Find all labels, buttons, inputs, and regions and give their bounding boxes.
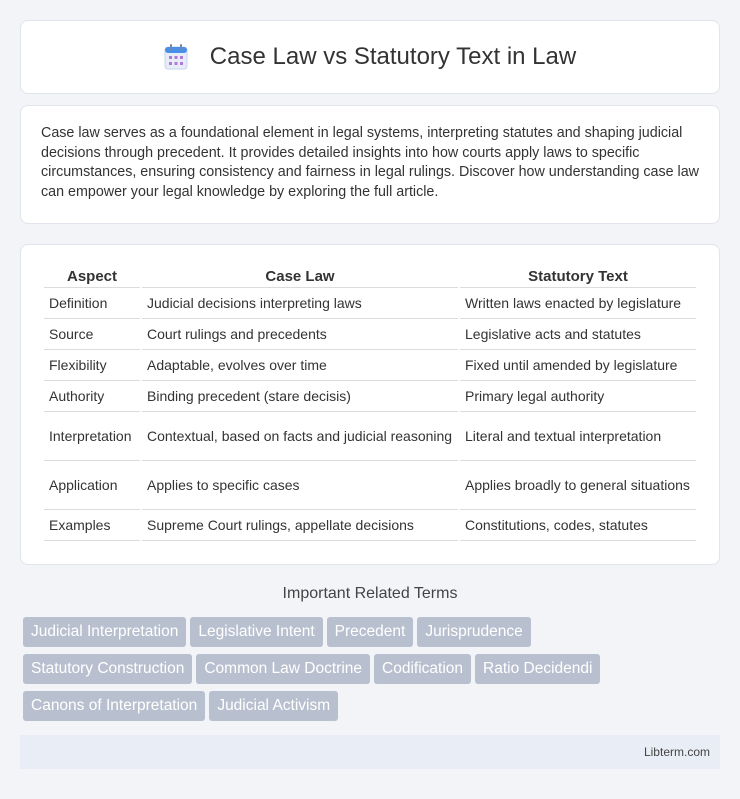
- table-row: [44, 510, 696, 541]
- table-cell: Court rulings and precedents: [142, 319, 458, 350]
- table-cell: Written laws enacted by legislature: [460, 288, 696, 319]
- table-row: [44, 381, 696, 412]
- table-cell: Flexibility: [44, 350, 140, 381]
- table-cell: Binding precedent (stare decisis): [142, 381, 458, 412]
- table-cell: Adaptable, evolves over time: [142, 350, 458, 381]
- related-term-tag[interactable]: Judicial Interpretation: [23, 617, 186, 647]
- intro-card: [20, 105, 720, 224]
- table-cell: Judicial decisions interpreting laws: [142, 288, 458, 319]
- column-header: Aspect: [44, 263, 140, 288]
- table-cell: Source: [44, 319, 140, 350]
- intro-text: Case law serves as a foundational element in legal systems, interpreting statutes and shaping judicial decisions through precedent. It provides detailed insights into how courts apply laws to specific circumstances, ensuring consistency and fairness in legal rulings. Discover how understanding case law can empower your legal knowledge by exploring the full article.: [41, 125, 699, 200]
- table-cell: Definition: [44, 288, 140, 319]
- table-row: [44, 319, 696, 350]
- table-cell: Interpretation: [44, 412, 140, 461]
- table-cell: Fixed until amended by legislature: [460, 350, 696, 381]
- table-cell: Examples: [44, 510, 140, 541]
- table-cell: Authority: [44, 381, 140, 412]
- column-header: Case Law: [142, 263, 458, 288]
- table-row: [44, 350, 696, 381]
- table-cell: Supreme Court rulings, appellate decisions: [142, 510, 458, 541]
- related-term-tag[interactable]: Ratio Decidendi: [475, 654, 600, 684]
- related-term-tag[interactable]: Jurisprudence: [417, 617, 530, 647]
- table-row: [44, 288, 696, 319]
- page-title: Case Law vs Statutory Text in Law: [209, 43, 577, 70]
- footer-site-link[interactable]: Libterm.com: [643, 745, 710, 759]
- table-cell: Constitutions, codes, statutes: [460, 510, 696, 541]
- related-terms-list: [23, 617, 723, 728]
- table-cell: Applies to specific cases: [142, 461, 458, 510]
- related-term-tag[interactable]: Statutory Construction: [23, 654, 192, 684]
- table-cell: Legislative acts and statutes: [460, 319, 696, 350]
- column-header: Statutory Text: [460, 263, 696, 288]
- related-terms-title: Important Related Terms: [282, 585, 458, 602]
- table-row: [44, 461, 696, 510]
- related-term-tag[interactable]: Judicial Activism: [209, 691, 338, 721]
- header-card: [20, 20, 720, 94]
- table-cell: Applies broadly to general situations: [460, 461, 696, 510]
- table-cell: Primary legal authority: [460, 381, 696, 412]
- table-cell: Literal and textual interpretation: [460, 412, 696, 461]
- table-row: [44, 412, 696, 461]
- table-cell: Contextual, based on facts and judicial reasoning: [142, 412, 458, 461]
- related-term-tag[interactable]: Legislative Intent: [190, 617, 322, 647]
- comparison-table: [42, 263, 698, 541]
- footer: [20, 735, 720, 769]
- related-term-tag[interactable]: Canons of Interpretation: [23, 691, 205, 721]
- related-term-tag[interactable]: Precedent: [327, 617, 414, 647]
- table-header-row: [44, 263, 696, 288]
- related-term-tag[interactable]: Common Law Doctrine: [196, 654, 370, 684]
- related-term-tag[interactable]: Codification: [374, 654, 471, 684]
- table-cell: Application: [44, 461, 140, 510]
- comparison-table-card: [20, 244, 720, 565]
- calendar-icon: [164, 44, 188, 70]
